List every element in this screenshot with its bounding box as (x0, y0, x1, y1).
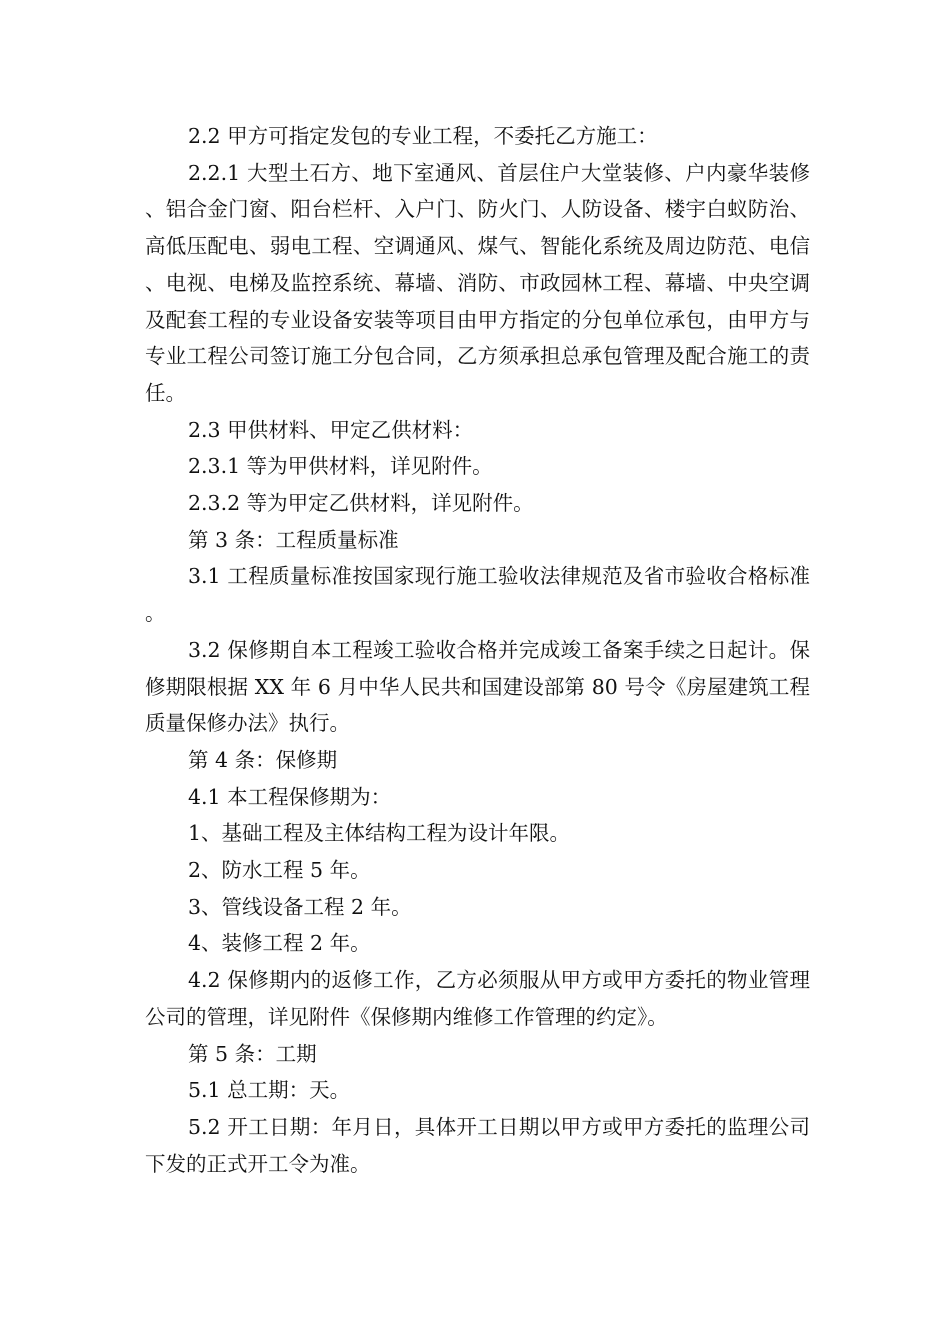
warranty-item-2: 2、防水工程 5 年。 (188, 858, 371, 883)
clause-5-2: 5.2 开工日期：年月日，具体开工日期以甲方或甲方委托的监理公司下发的正式开工令为准。 (145, 1114, 810, 1176)
article-3-heading: 第 3 条：工程质量标准 (188, 527, 399, 552)
warranty-item-3: 3、管线设备工程 2 年。 (188, 894, 412, 919)
clause-3-1: 3.1 工程质量标准按国家现行施工验收法律规范及省市验收合格标准。 (145, 564, 810, 626)
clause-2-3-2: 2.3.2 等为甲定乙供材料，详见附件。 (188, 491, 534, 516)
clause-2-3: 2.3 甲供材料、甲定乙供材料： (188, 417, 474, 442)
article-5-heading: 第 5 条：工期 (188, 1041, 317, 1066)
warranty-item-1: 1、基础工程及主体结构工程为设计年限。 (188, 821, 571, 846)
clause-5-1: 5.1 总工期：天。 (188, 1078, 351, 1103)
warranty-item-4: 4、装修工程 2 年。 (188, 931, 371, 956)
clause-4-2: 4.2 保修期内的返修工作，乙方必须服从甲方或甲方委托的物业管理公司的管理，详见附件《保修期内维修工作管理的约定》。 (145, 968, 810, 1029)
clause-2-2-1: 2.2.1 大型土石方、地下室通风、首层住户大堂装修、户内豪华装修、铝合金门窗、阳台栏杆、入户门、防火门、人防设备、楼宇白蚁防治、高低压配电、弱电工程、空调通风、煤气、智能化系统及周边防范、电信、电视、电梯及监控系统、幕墙、消防、市政园林工程、幕墙、中央空调及配套工程的专业设备安装等项目由甲方指定的分包单位承包，由甲方与专业工程公司签订施工分包合同，乙方须承担总承包管理及配合施工的责任。 (145, 160, 810, 405)
clause-4-1: 4.1 本工程保修期为： (188, 784, 392, 809)
clause-3-2: 3.2 保修期自本工程竣工验收合格并完成竣工备案手续之日起计。保修期限根据 XX 年 6 月中华人民共和国建设部第 80 号令《房屋建筑工程质量保修办法》执行。 (145, 637, 810, 736)
article-4-heading: 第 4 条：保修期 (188, 747, 338, 772)
clause-2-3-1: 2.3.1 等为甲供材料，详见附件。 (188, 454, 493, 479)
clause-2-2: 2.2 甲方可指定发包的专业工程，不委托乙方施工： (188, 124, 658, 148)
document-body (145, 118, 810, 1182)
